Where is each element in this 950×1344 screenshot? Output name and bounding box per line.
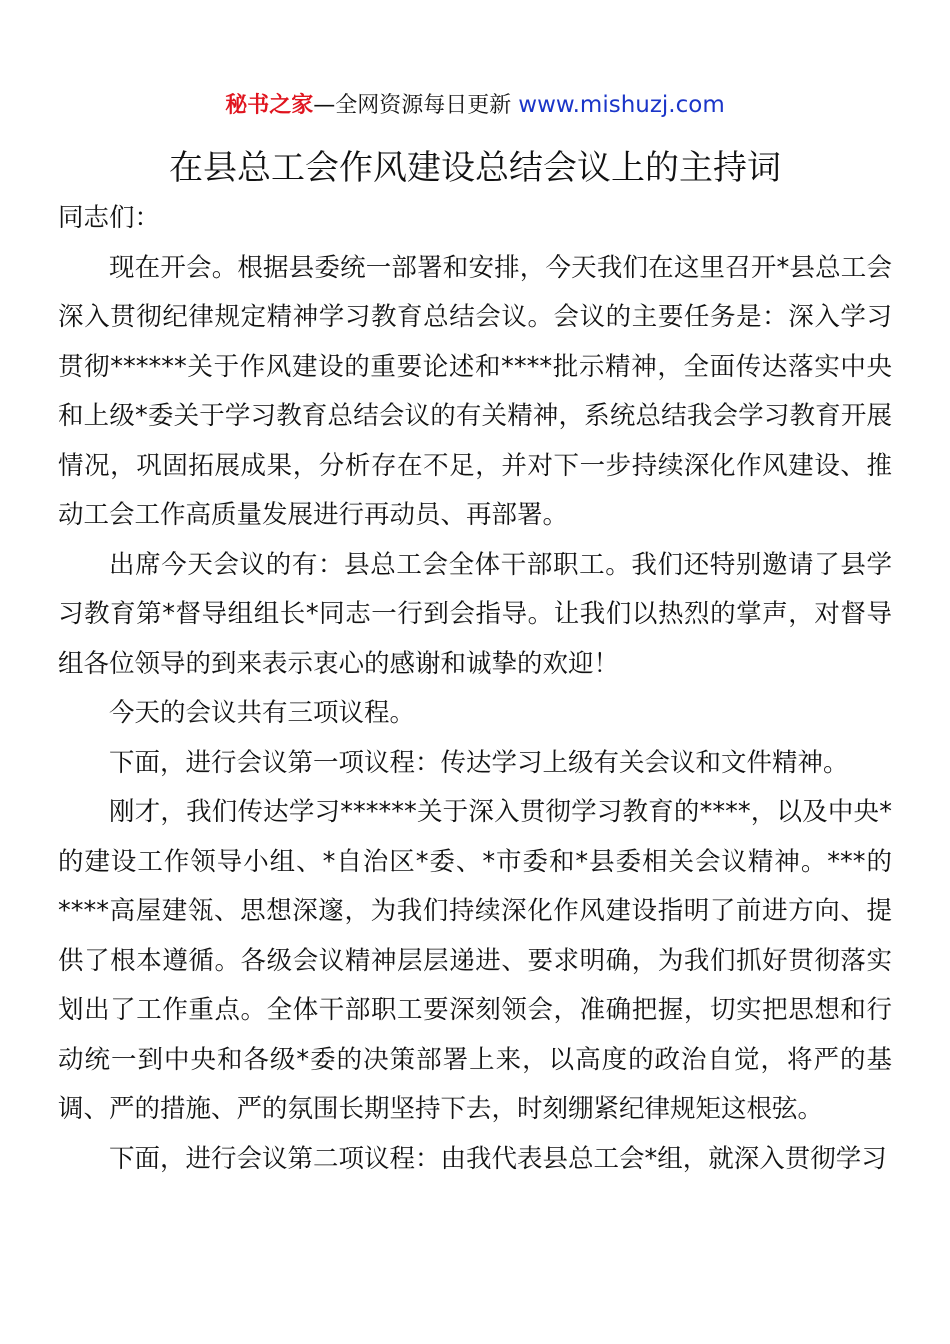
salutation: 同志们：	[58, 203, 161, 233]
site-url-link[interactable]: www.mishuzj.com	[518, 92, 725, 118]
banner-tagline: —全网资源每日更新	[313, 93, 512, 118]
paragraph-agenda-count: 今天的会议共有三项议程。	[109, 698, 416, 728]
paragraph-summary: 刚才，我们传达学习******关于深入贯彻学习教育的****，以及中央*的建设工作领导小组、*自治区*委、*市委和*县委相关会议精神。***的****高屋建瓴、思想深邃，为我们持续深化作风建设指明了前进方向、提供了根本遵循。各级会议精神层层递进、要求明确，为我们抓好贯彻落实划出了工作重点。全体干部职工要深刻领会，准确把握，切实把思想和行动统一到中央和各级*委的决策部署上来，以高度的政治自觉，将严的基调、严的措施、严的氛围长期坚持下去，时刻绷紧纪律规矩这根弦。	[58, 797, 892, 1124]
brand-name: 秘书之家	[225, 93, 314, 118]
site-banner	[0, 88, 950, 123]
paragraph-opening: 现在开会。根据县委统一部署和安排，今天我们在这里召开*县总工会深入贯彻纪律规定精神学习教育总结会议。会议的主要任务是：深入学习贯彻******关于作风建设的重要论述和****批示精神，全面传达落实中央和上级*委关于学习教育总结会议的有关精神，系统总结我会学习教育开展情况，巩固拓展成果，分析存在不足，并对下一步持续深化作风建设、推动工会工作高质量发展进行再动员、再部署。	[58, 252, 892, 530]
paragraph-agenda-item-2: 下面，进行会议第二项议程：由我代表县总工会*组，就深入贯彻学习	[109, 1143, 887, 1174]
paragraph-agenda-item-1: 下面，进行会议第一项议程：传达学习上级有关会议和文件精神。	[109, 747, 849, 778]
paragraph-attendees: 出席今天会议的有：县总工会全体干部职工。我们还特别邀请了县学习教育第*督导组组长*同志一行到会指导。让我们以热烈的掌声，对督导组各位领导的到来表示衷心的感谢和诚挚的欢迎！	[58, 549, 892, 679]
document-body	[58, 194, 892, 1184]
document-title: 在县总工会作风建设总结会议上的主持词	[169, 148, 781, 188]
